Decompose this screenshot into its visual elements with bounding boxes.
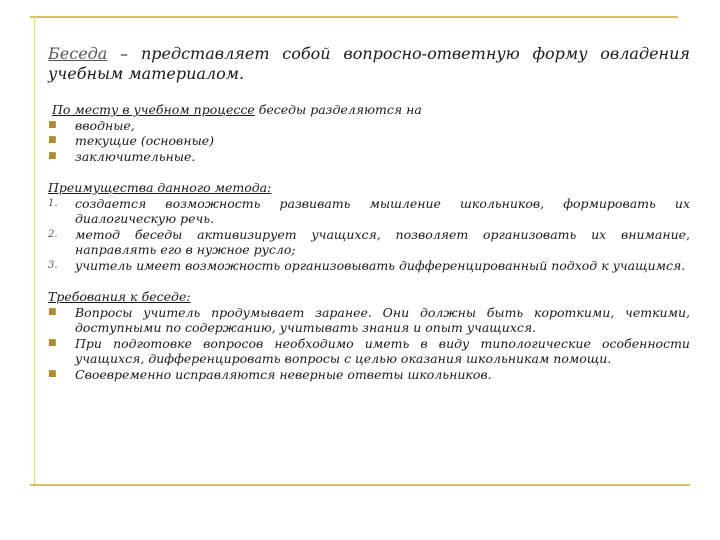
list-item (48, 133, 690, 149)
square-bullet-icon: ■ (48, 119, 57, 130)
top-divider (30, 16, 678, 18)
list-item-text: Вопросы учитель продумывает заранее. Они должны быть короткими, четкими, доступными по содержанию, учитывать знания и опыт учащихся. (75, 304, 690, 335)
list-item-text: Своевременно исправляются неверные ответы школьников. (75, 366, 492, 382)
list-item-text: учитель имеет возможность организовывать дифференцированный подход к учащимся. (75, 257, 686, 273)
title-term: Беседа (48, 44, 108, 63)
requirements-heading: Требования к беседе: (48, 289, 191, 304)
list-item (48, 305, 690, 336)
list-item-text: При подготовке вопросов необходимо иметь в виду типологические особенности учащихся, дифференцировать вопросы с целью оказания школьникам помощи. (75, 335, 690, 366)
list-item (48, 196, 690, 227)
slide-content (48, 44, 690, 382)
types-heading-rest: беседы разделяются на (254, 102, 422, 117)
square-bullet-icon: ■ (48, 337, 57, 348)
square-bullet-icon: ■ (48, 306, 57, 317)
advantages-section (48, 180, 690, 273)
slide-title (48, 44, 690, 84)
bottom-divider (30, 484, 690, 486)
list-item (48, 258, 690, 274)
requirements-list (48, 305, 690, 383)
item-number: 3. (48, 259, 58, 271)
list-item-text: вводные, (75, 117, 135, 133)
title-definition: – представляет собой вопросно-ответную форму овладения учебным материалом. (48, 44, 690, 83)
types-heading (48, 102, 690, 118)
item-number: 1. (48, 197, 58, 209)
list-item-text: метод беседы активизирует учащихся, позволяет организовать их внимание, направлять его в нужное русло; (75, 226, 690, 257)
left-margin-line (34, 16, 35, 484)
types-heading-underlined: По месту в учебном процессе (52, 102, 255, 117)
list-item-text: текущие (основные) (75, 133, 215, 148)
square-bullet-icon: ■ (48, 135, 57, 145)
list-item (48, 227, 690, 258)
square-bullet-icon: ■ (48, 368, 57, 379)
list-item (48, 149, 690, 165)
list-item (48, 336, 690, 367)
list-item (48, 118, 690, 134)
requirements-section (48, 289, 690, 382)
list-item-text: создается возможность развивать мышление школьников, формировать их диалогическую речь. (75, 195, 690, 226)
types-list (48, 118, 690, 165)
square-bullet-icon: ■ (48, 150, 57, 161)
advantages-heading: Преимущества данного метода: (48, 180, 272, 195)
list-item-text: заключительные. (75, 148, 196, 164)
types-section (48, 102, 690, 164)
list-item (48, 367, 690, 383)
item-number: 2. (48, 228, 58, 240)
advantages-list (48, 196, 690, 274)
